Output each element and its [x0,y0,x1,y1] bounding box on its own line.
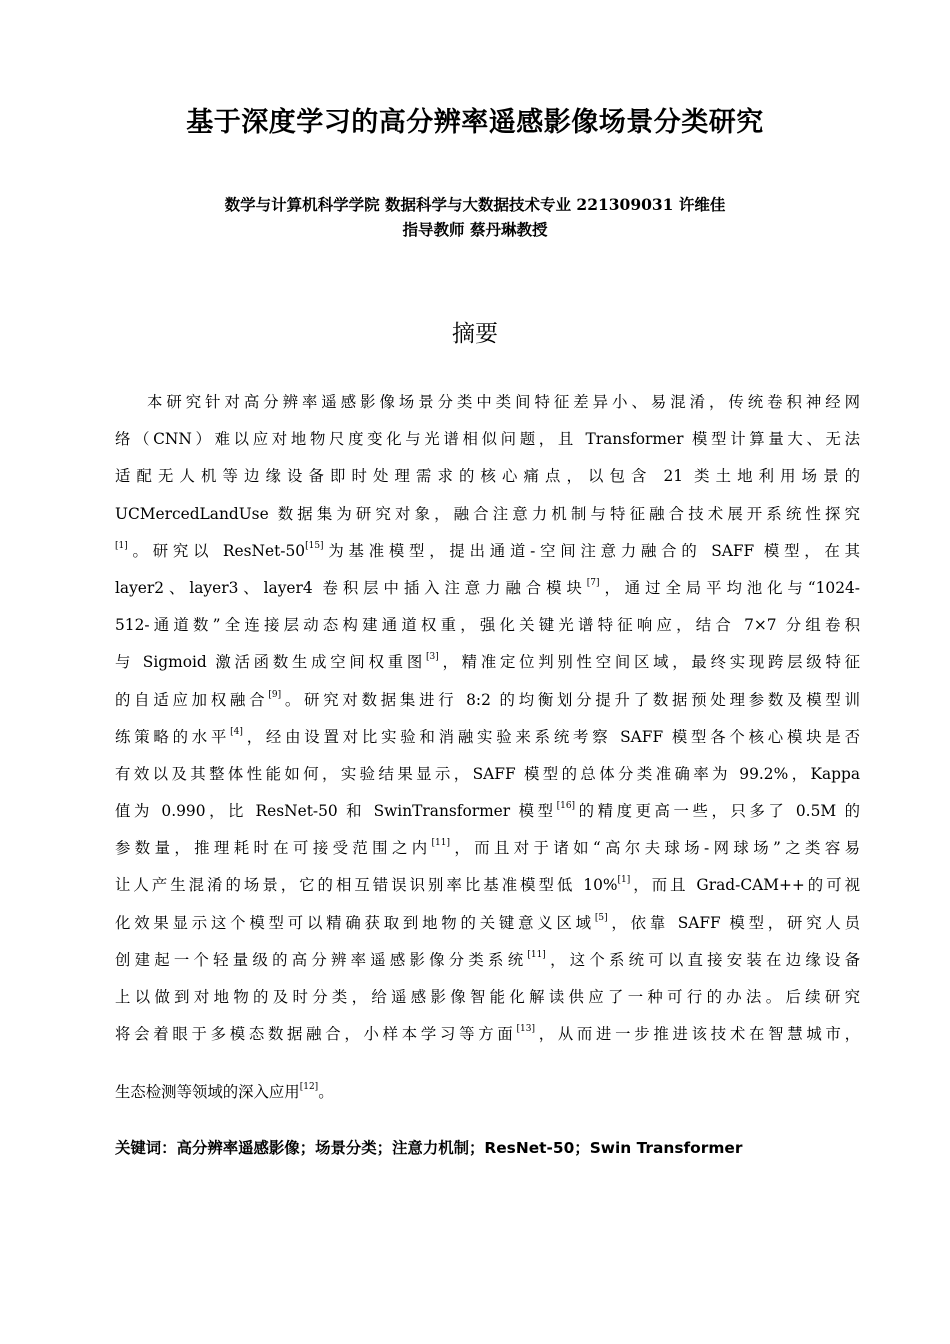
text-segment: 生态检测等领域的深入应用 [115,1083,300,1101]
abstract-line: 络（CNN）难以应对地物尺度变化与光谱相似问题，且 Transformer 模型计算量大、无法 [115,430,860,449]
author-info: 数学与计算机科学学院 数据科学与大数据技术专业 221309031 许维佳 [224,195,726,214]
abstract-line [115,644,860,681]
text-segment: 值为 0.990，比 ResNet-50 和 SwinTransformer 模型 [115,802,557,821]
citation-marker: [9] [268,689,282,700]
text-segment: ，从而进一步推进该技术在智慧城市， [534,1025,860,1044]
advisor-info: 指导教师 蔡丹琳教授 [402,220,548,239]
text-segment: 创建起一个轻量级的高分辨率遥感影像分类系统 [115,950,528,969]
abstract-line [115,682,860,719]
abstract-line: UCMercedLandUse 数据集为研究对象，融合注意力机制与特征融合技术展开系统性探究 [115,504,860,523]
abstract-line [115,942,860,979]
text-segment: ，精准定位判别性空间区域，最终实现跨层级特征 [438,653,860,672]
text-segment: 的精度更高一些，只多了 0.5M 的 [575,802,860,821]
abstract-line: 有效以及其整体性能如何，实验结果显示，SAFF 模型的总体分类准确率为 99.2%，Kappa [115,764,860,783]
abstract-line: 适配无人机等边缘设备即时处理需求的核心痛点，以包含 21 类土地利用场景的 [115,467,860,486]
text-segment: ，经由设置对比实验和消融实验来系统考察 SAFF 模型各个核心模块是否 [242,727,860,746]
abstract-line [115,533,860,570]
text-segment: 的自适应加权融合 [115,690,269,709]
citation-marker: [1] [115,540,128,551]
text-segment: ，而且 Grad-CAM++的可视 [630,876,860,895]
abstract-line [115,830,860,867]
abstract-last-line [115,1080,334,1102]
citation-marker: [5] [594,912,608,923]
citation-marker: [13] [516,1024,535,1035]
citation-marker: [1] [617,875,631,886]
text-segment: 参数量，推理耗时在可接受范围之内 [115,839,432,858]
text-segment: 让人产生混淆的场景，它的相互错误识别率比基准模型低 10% [115,876,618,895]
text-segment: ，这个系统可以直接安装在边缘设备 [545,950,860,969]
abstract-line: 本研究针对高分辨率遥感影像场景分类中类间特征差异小、易混淆，传统卷积神经网 [147,393,860,411]
text-segment: 练策略的水平 [115,727,231,746]
text-segment: 。研究对数据集进行 8:2 的均衡划分提升了数据预处理参数及模型训 [281,690,860,709]
abstract-line [115,719,860,756]
text-segment: ，依靠 SAFF 模型，研究人员 [607,913,860,932]
citation-marker: [4] [230,726,243,737]
text-segment: 与 Sigmoid 激活函数生成空间权重图 [115,653,427,672]
text-segment: 为基准模型，提出通道-空间注意力融合的 SAFF 模型，在其 [323,541,860,560]
abstract-line: 上以做到对地物的及时分类，给遥感影像智能化解读供应了一种可行的办法。后续研究 [115,988,860,1006]
citation-marker: [12] [299,1082,319,1092]
citation-marker: [3] [426,652,439,663]
text-segment: layer2、layer3、layer4 卷积层中插入注意力融合模块 [115,578,587,597]
text-segment: 将会着眼于多模态数据融合，小样本学习等方面 [115,1025,517,1044]
abstract-line [115,867,860,904]
abstract-heading: 摘要 [452,321,498,347]
thesis-title: 基于深度学习的高分辨率遥感影像场景分类研究 [186,107,764,138]
abstract-line [115,570,860,607]
abstract-line [115,1016,860,1053]
text-segment: 。 [318,1083,334,1101]
abstract-line [115,905,860,942]
citation-marker: [11] [431,838,451,849]
text-segment: 化效果显示这个模型可以精确获取到地物的关键意义区域 [115,913,595,932]
text-segment: ，而且对于诸如“高尔夫球场-网球场”之类容易 [450,839,860,858]
citation-marker: [16] [556,801,576,812]
text-segment: 。研究以 ResNet-50 [127,541,306,560]
citation-marker: [15] [305,540,324,551]
citation-marker: [7] [586,577,600,588]
text-segment: ，通过全局平均池化与“1024- [599,578,860,597]
citation-marker: [11] [527,949,546,960]
abstract-body [115,384,860,1053]
keywords: 关键词：高分辨率遥感影像；场景分类；注意力机制；ResNet-50；Swin Transformer [115,1139,743,1157]
abstract-line [115,793,860,830]
abstract-line: 512-通道数”全连接层动态构建通道权重，强化关键光谱特征响应，结合 7×7 分组卷积 [115,616,860,635]
